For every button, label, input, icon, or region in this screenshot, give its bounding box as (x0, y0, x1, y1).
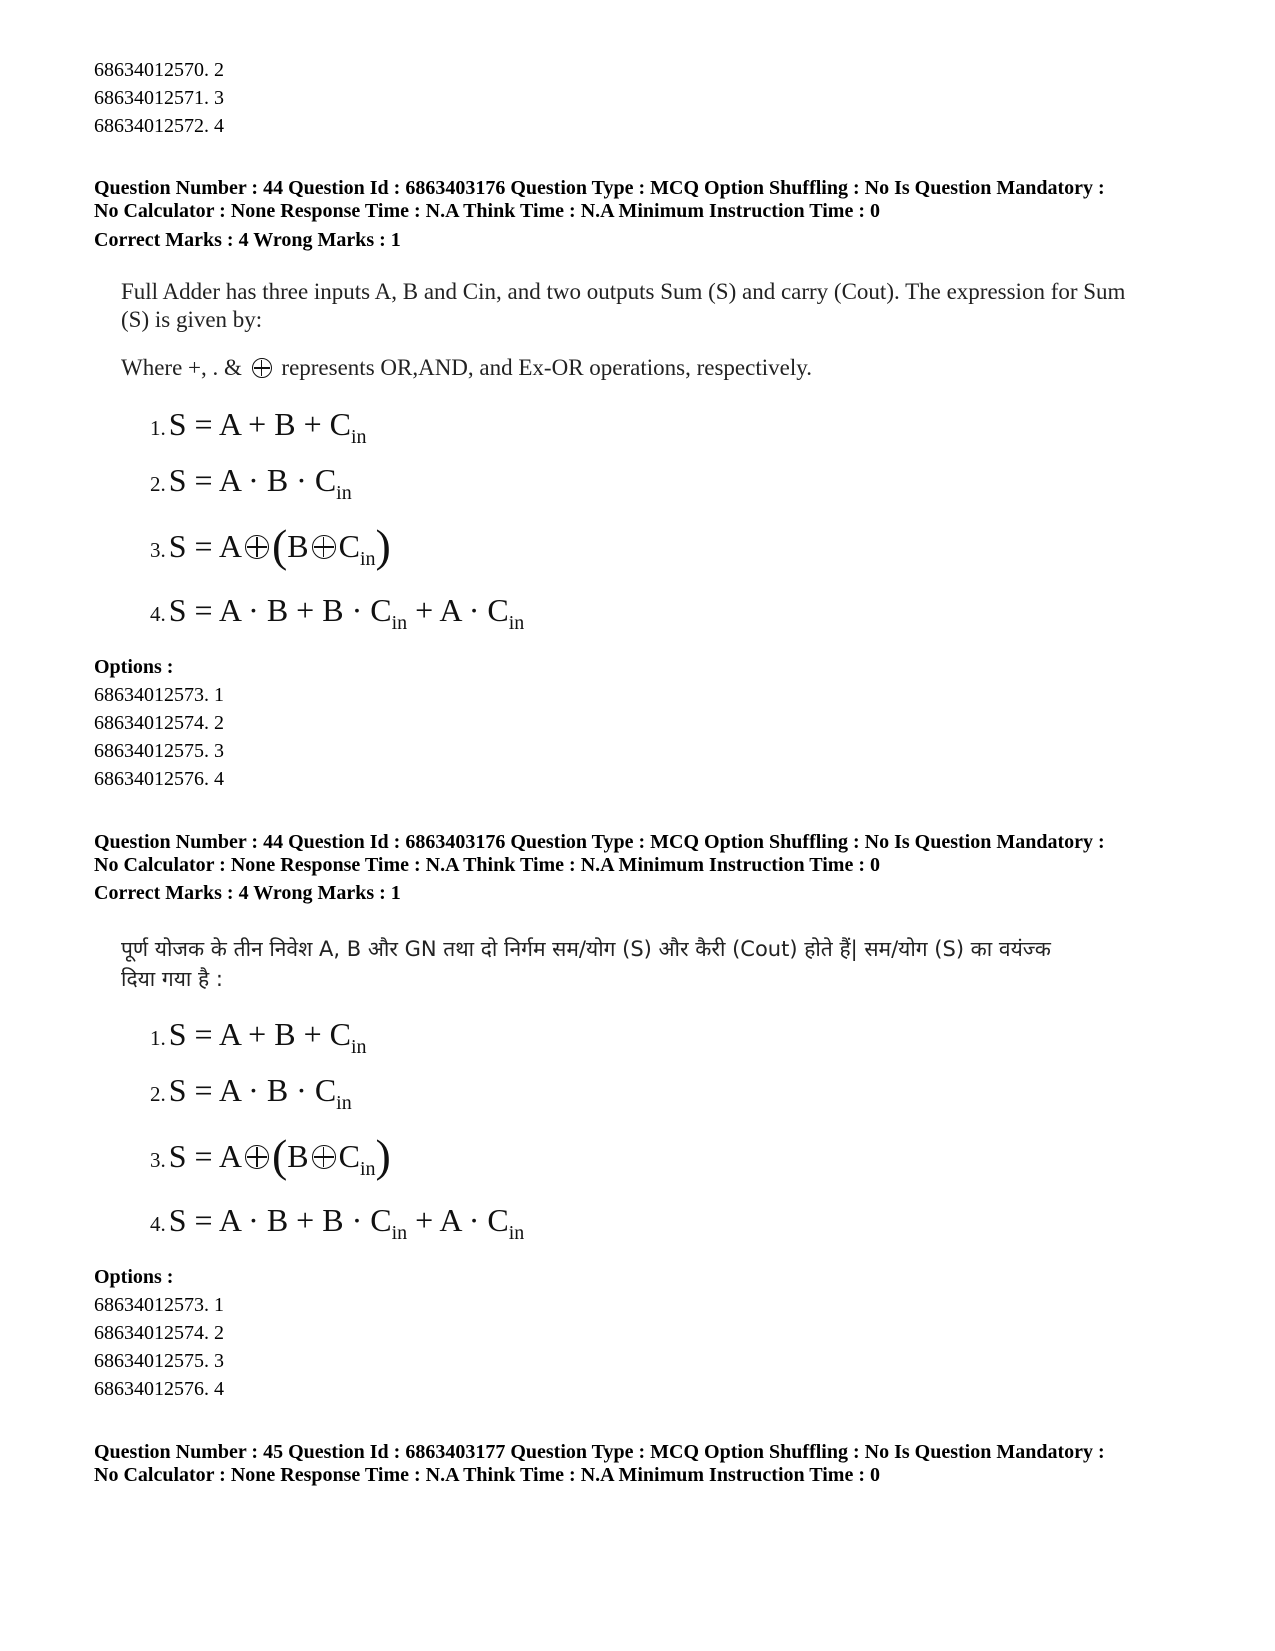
option-line: 68634012570. 2 (94, 59, 224, 81)
option-line: 68634012572. 4 (94, 115, 224, 137)
question-text: Full Adder has three inputs A, B and Cin, and two outputs Sum (S) and carry (Cout). The expression for Sum (121, 279, 1126, 304)
xor-operator-icon (245, 535, 269, 559)
note-prefix: Where +, . & (121, 355, 242, 380)
equation-1: $1.S = A + B + C_{in}$ (150, 406, 367, 448)
option-line: 68634012575. 3 (94, 1350, 224, 1372)
question-header: Question Number : 44 Question Id : 6863403176 Question Type : MCQ Option Shuffling : No Is Question Mandatory : (94, 831, 1105, 853)
option-line: 68634012576. 4 (94, 768, 224, 790)
equation-1: $1.S = A + B + C_{in}$ (150, 1016, 367, 1058)
option-line: 68634012574. 2 (94, 1322, 224, 1344)
question-header: No Calculator : None Response Time : N.A Think Time : N.A Minimum Instruction Time : 0 (94, 200, 880, 222)
option-line: 68634012575. 3 (94, 740, 224, 762)
equation-4: $4.S = A \cdot B + B \cdot C_{in} + A \cdot C_{in}$ (150, 592, 525, 634)
equation-3: 3.S = A (B $C_{in}$) (150, 1130, 391, 1181)
question-header: Question Number : 44 Question Id : 6863403176 Question Type : MCQ Option Shuffling : No Is Question Mandatory : (94, 177, 1105, 199)
option-line: 68634012576. 4 (94, 1378, 224, 1400)
question-marks: Correct Marks : 4 Wrong Marks : 1 (94, 229, 401, 251)
note-suffix: represents OR,AND, and Ex-OR operations, respectively. (281, 355, 812, 380)
xor-symbol-icon (252, 358, 272, 378)
option-line: 68634012573. 1 (94, 1294, 224, 1316)
options-label: Options : (94, 656, 174, 678)
equation-2: $2.S = A \cdot B \cdot C_{in}$ (150, 1072, 352, 1114)
option-line: 68634012574. 2 (94, 712, 224, 734)
equation-4: $4.S = A \cdot B + B \cdot C_{in} + A \cdot C_{in}$ (150, 1202, 525, 1244)
options-label: Options : (94, 1266, 174, 1288)
question-text: पूर्ण योजक के तीन निवेश A, B और GN तथा दो निर्गम सम/योग (S) और कैरी (Cout) होते हैं| सम/योग (S) का वयंज्क (121, 937, 1051, 961)
option-line: 68634012571. 3 (94, 87, 224, 109)
question-text: (S) is given by: (121, 307, 263, 332)
question-text: दिया गया है : (121, 967, 223, 991)
question-marks: Correct Marks : 4 Wrong Marks : 1 (94, 882, 401, 904)
option-line: 68634012573. 1 (94, 684, 224, 706)
question-header: Question Number : 45 Question Id : 6863403177 Question Type : MCQ Option Shuffling : No Is Question Mandatory : (94, 1441, 1105, 1463)
equation-3: 3.S = A (B $C_{in}$) (150, 520, 391, 571)
xor-operator-icon (312, 535, 336, 559)
equation-2: $2.S = A \cdot B \cdot C_{in}$ (150, 462, 352, 504)
question-header: No Calculator : None Response Time : N.A Think Time : N.A Minimum Instruction Time : 0 (94, 1464, 880, 1486)
xor-operator-icon (312, 1145, 336, 1169)
question-header: No Calculator : None Response Time : N.A Think Time : N.A Minimum Instruction Time : 0 (94, 854, 880, 876)
xor-operator-icon (245, 1145, 269, 1169)
question-note (121, 352, 812, 384)
